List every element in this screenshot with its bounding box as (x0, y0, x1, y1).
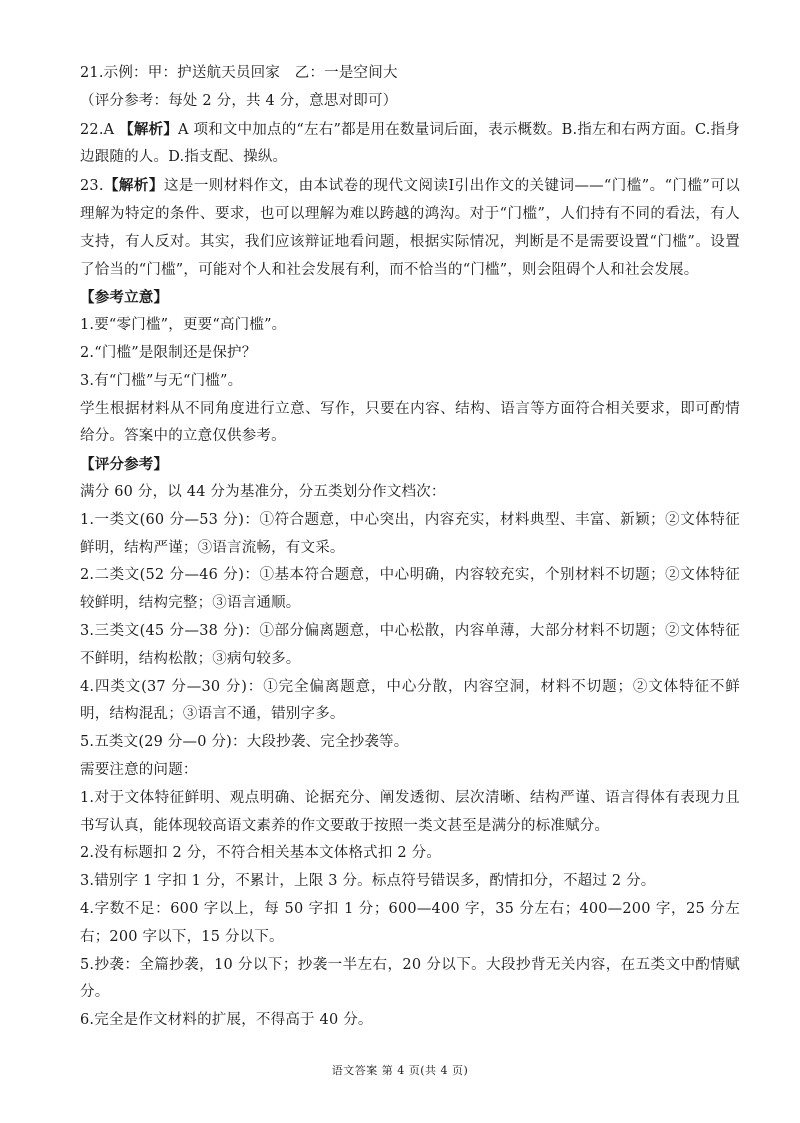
note-item: 2.没有标题扣 2 分，不符合相关基本文体格式扣 2 分。 (80, 845, 442, 862)
q22-number: 22.A (80, 121, 115, 138)
q23-number: 23. (80, 178, 104, 195)
notes-heading: 需要注意的问题： (80, 761, 198, 778)
page-content (80, 60, 740, 1035)
q22-answer (80, 116, 740, 173)
reference-ideas-heading: 【参考立意】 (80, 289, 169, 307)
note-item: 1.对于文体特征鲜明、观点明确、论据充分、阐发透彻、层次清晰、结构严谨、语言得体有表现力且书写认真，能体现较高语文素养的作文要敢于按照一类文甚至是满分的标准赋分。 (80, 789, 740, 834)
scoring-level: 3.三类文(45 分—38 分)：①部分偏离题意，中心松散，内容单薄，大部分材料不切题；②文体特征不鲜明，结构松散；③病句较多。 (80, 622, 740, 667)
scoring-level: 4.四类文(37 分—30 分)：①完全偏离题意，中心分散，内容空洞，材料不切题；②文体特征不鲜明，结构混乱；③语言不通，错别字多。 (80, 678, 740, 723)
ideas-note: 学生根据材料从不同角度进行立意、写作，只要在内容、结构、语言等方面符合相关要求，即可酌情给分。答案中的立意仅供参考。 (80, 400, 740, 445)
page-footer: 语文答案 第 4 页(共 4 页) (331, 1064, 469, 1077)
idea-item: 2.“门槛”是限制还是保护？ (80, 344, 257, 361)
note-item: 3.错别字 1 字扣 1 分，不累计，上限 3 分。标点符号错误多，酌情扣分，不超过 2 分。 (80, 873, 656, 890)
idea-item: 3.有“门槛”与无“门槛”。 (80, 372, 243, 389)
q21-answer: 21.示例：甲：护送航天员回家 乙：一是空间大 (80, 65, 398, 81)
note-item: 5.抄袭：全篇抄袭，10 分以下；抄袭一半左右，20 分以下。大段抄背无关内容，在五类文中酌情赋分。 (80, 956, 740, 1001)
q22-analysis-text: A 项和文中加点的“左右”都是用在数量词后面，表示概数。B.指左和右两方面。C.指身边跟随的人。D.指支配、操纵。 (80, 121, 740, 166)
q23-analysis-tag: 【解析】 (103, 177, 164, 195)
scoring-level: 5.五类文(29 分—0 分)：大段抄袭、完全抄袭等。 (80, 734, 409, 751)
note-item: 6.完全是作文材料的扩展，不得高于 40 分。 (80, 1012, 373, 1029)
q22-analysis-tag: 【解析】 (119, 120, 178, 138)
scoring-level: 1.一类文(60 分—53 分)：①符合题意，中心突出，内容充实，材料典型、丰富、新颖；②文体特征鲜明，结构严谨；③语言流畅，有文采。 (80, 511, 740, 556)
q23-analysis-text: 这是一则材料作文，由本试卷的现代文阅读Ⅰ引出作文的关键词——“门槛”。“门槛”可以理解为特定的条件、要求，也可以理解为难以跨越的鸿沟。对于“门槛”，人们持有不同的看法，有人支持，有人反对。其实，我们应该辩证地看问题，根据实际情况，判断是不是需要设置“门槛”。设置了恰当的“门槛”，可能对个人和社会发展有利，而不恰当的“门槛”，则会阻碍个人和社会发展。 (80, 178, 741, 278)
q21-scoring-note: （评分参考：每处 2 分，共 4 分，意思对即可） (80, 92, 398, 109)
scoring-intro: 满分 60 分，以 44 分为基准分，分五类划分作文档次： (80, 483, 446, 500)
idea-item: 1.要“零门槛”，更要“高门槛”。 (80, 317, 287, 334)
q23-answer (80, 172, 740, 284)
scoring-level: 2.二类文(52 分—46 分)：①基本符合题意，中心明确，内容较充实，个别材料不切题；②文体特征较鲜明，结构完整；③语言通顺。 (80, 567, 740, 612)
note-item: 4.字数不足：600 字以上，每 50 字扣 1 分；600—400 字，35 分左右；400—200 字，25 分左右；200 字以下，15 分以下。 (80, 900, 740, 945)
scoring-heading: 【评分参考】 (80, 456, 169, 474)
